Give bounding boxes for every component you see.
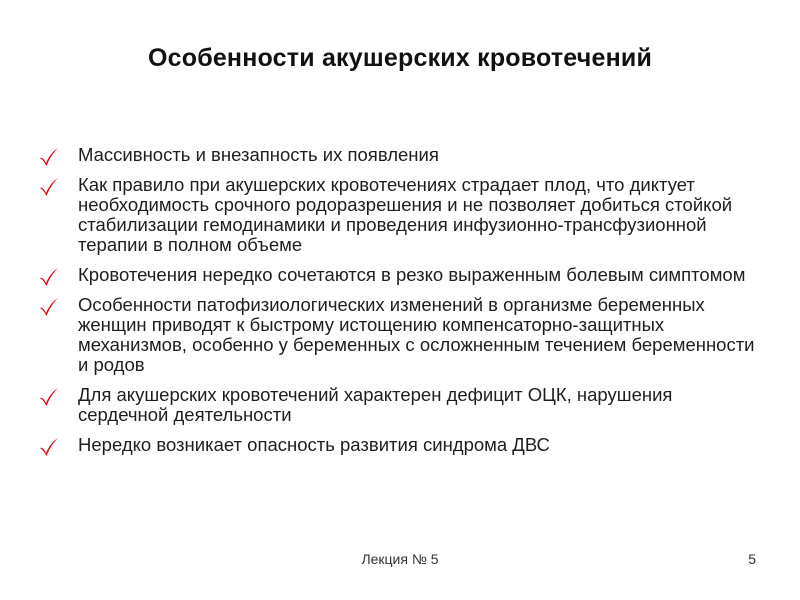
- bullet-text: Массивность и внезапность их появления: [78, 144, 439, 165]
- bullet-item: [38, 145, 758, 165]
- bullet-item: [38, 175, 758, 255]
- bullet-text: Для акушерских кровотечений характерен дефицит ОЦК, нарушения сердечной деятельности: [78, 384, 673, 425]
- check-mark-icon: [38, 266, 60, 288]
- bullet-text: Кровотечения нередко сочетаются в резко выраженным болевым симптомом: [78, 264, 746, 285]
- check-mark-icon: [38, 436, 60, 458]
- bullet-list: [38, 145, 758, 465]
- bullet-text: Как правило при акушерских кровотечениях страдает плод, что диктует необходимость срочного родоразрешения и не позволяет добиться стойкой стабилизации гемодинамики и проведения инфузионно-трансфузионной терапии в полном объеме: [78, 174, 733, 255]
- bullet-item: [38, 295, 758, 375]
- bullet-item: [38, 265, 758, 285]
- check-mark-icon: [38, 386, 60, 408]
- page-number: 5: [748, 551, 756, 567]
- footer-lecture-label: Лекция № 5: [361, 551, 439, 567]
- check-mark-icon: [38, 296, 60, 318]
- bullet-text: Нередко возникает опасность развития синдрома ДВС: [78, 434, 550, 455]
- slide-title: Особенности акушерских кровотечений: [147, 44, 653, 72]
- bullet-text: Особенности патофизиологических изменений в организме беременных женщин приводят к быстрому истощению компенсаторно-защитных механизмов, особенно у беременных с осложненным течением беременности и родов: [78, 294, 755, 375]
- check-mark-icon: [38, 176, 60, 198]
- bullet-item: [38, 435, 758, 455]
- bullet-item: [38, 385, 758, 425]
- check-mark-icon: [38, 146, 60, 168]
